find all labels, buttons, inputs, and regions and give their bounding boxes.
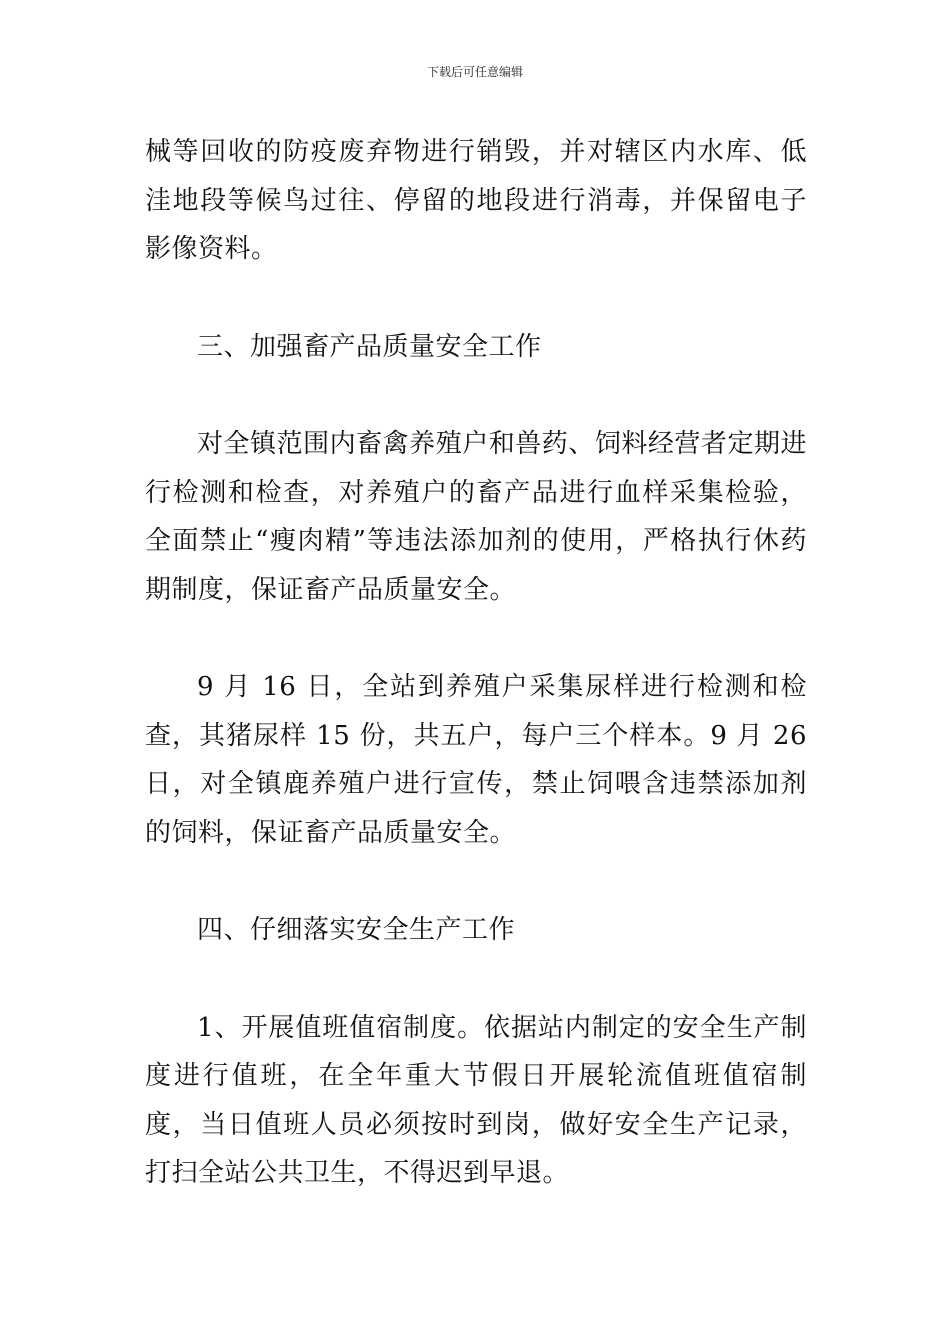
paragraph-continuation: 械等回收的防疫废弃物进行销毁，并对辖区内水库、低洼地段等候鸟过往、停留的地段进行消毒，并保留电子影像资料。 — [145, 137, 807, 264]
section-heading-3: 三、加强畜产品质量安全工作 — [197, 331, 542, 362]
paragraph-quality-inspection: 对全镇范围内畜禽养殖户和兽药、饲料经营者定期进行检测和检查，对养殖户的畜产品进行血样采集检验，全面禁止“瘦肉精”等违法添加剂的使用，严格执行休药期制度，保证畜产品质量安全。 — [145, 429, 807, 605]
section-heading-4: 四、仔细落实安全生产工作 — [197, 915, 516, 945]
page-header: 下载后可任意编辑 — [426, 65, 523, 79]
document-body — [145, 128, 807, 1198]
paragraph-duty-system: 1、开展值班值宿制度。依据站内制定的安全生产制度进行值班，在全年重大节假日开展轮流值班值宿制度，当日值班人员必须按时到岗，做好安全生产记录，打扫全站公共卫生，不得迟到早退。 — [145, 1012, 807, 1188]
paragraph-urine-sampling: 9 月 16 日，全站到养殖户采集尿样进行检测和检查，其猪尿样 15 份，共五户，每户三个样本。9 月 26 日，对全镇鹿养殖户进行宣传，禁止饲喂含违禁添加剂的饲料，保证畜产品质量安全。 — [145, 672, 807, 848]
